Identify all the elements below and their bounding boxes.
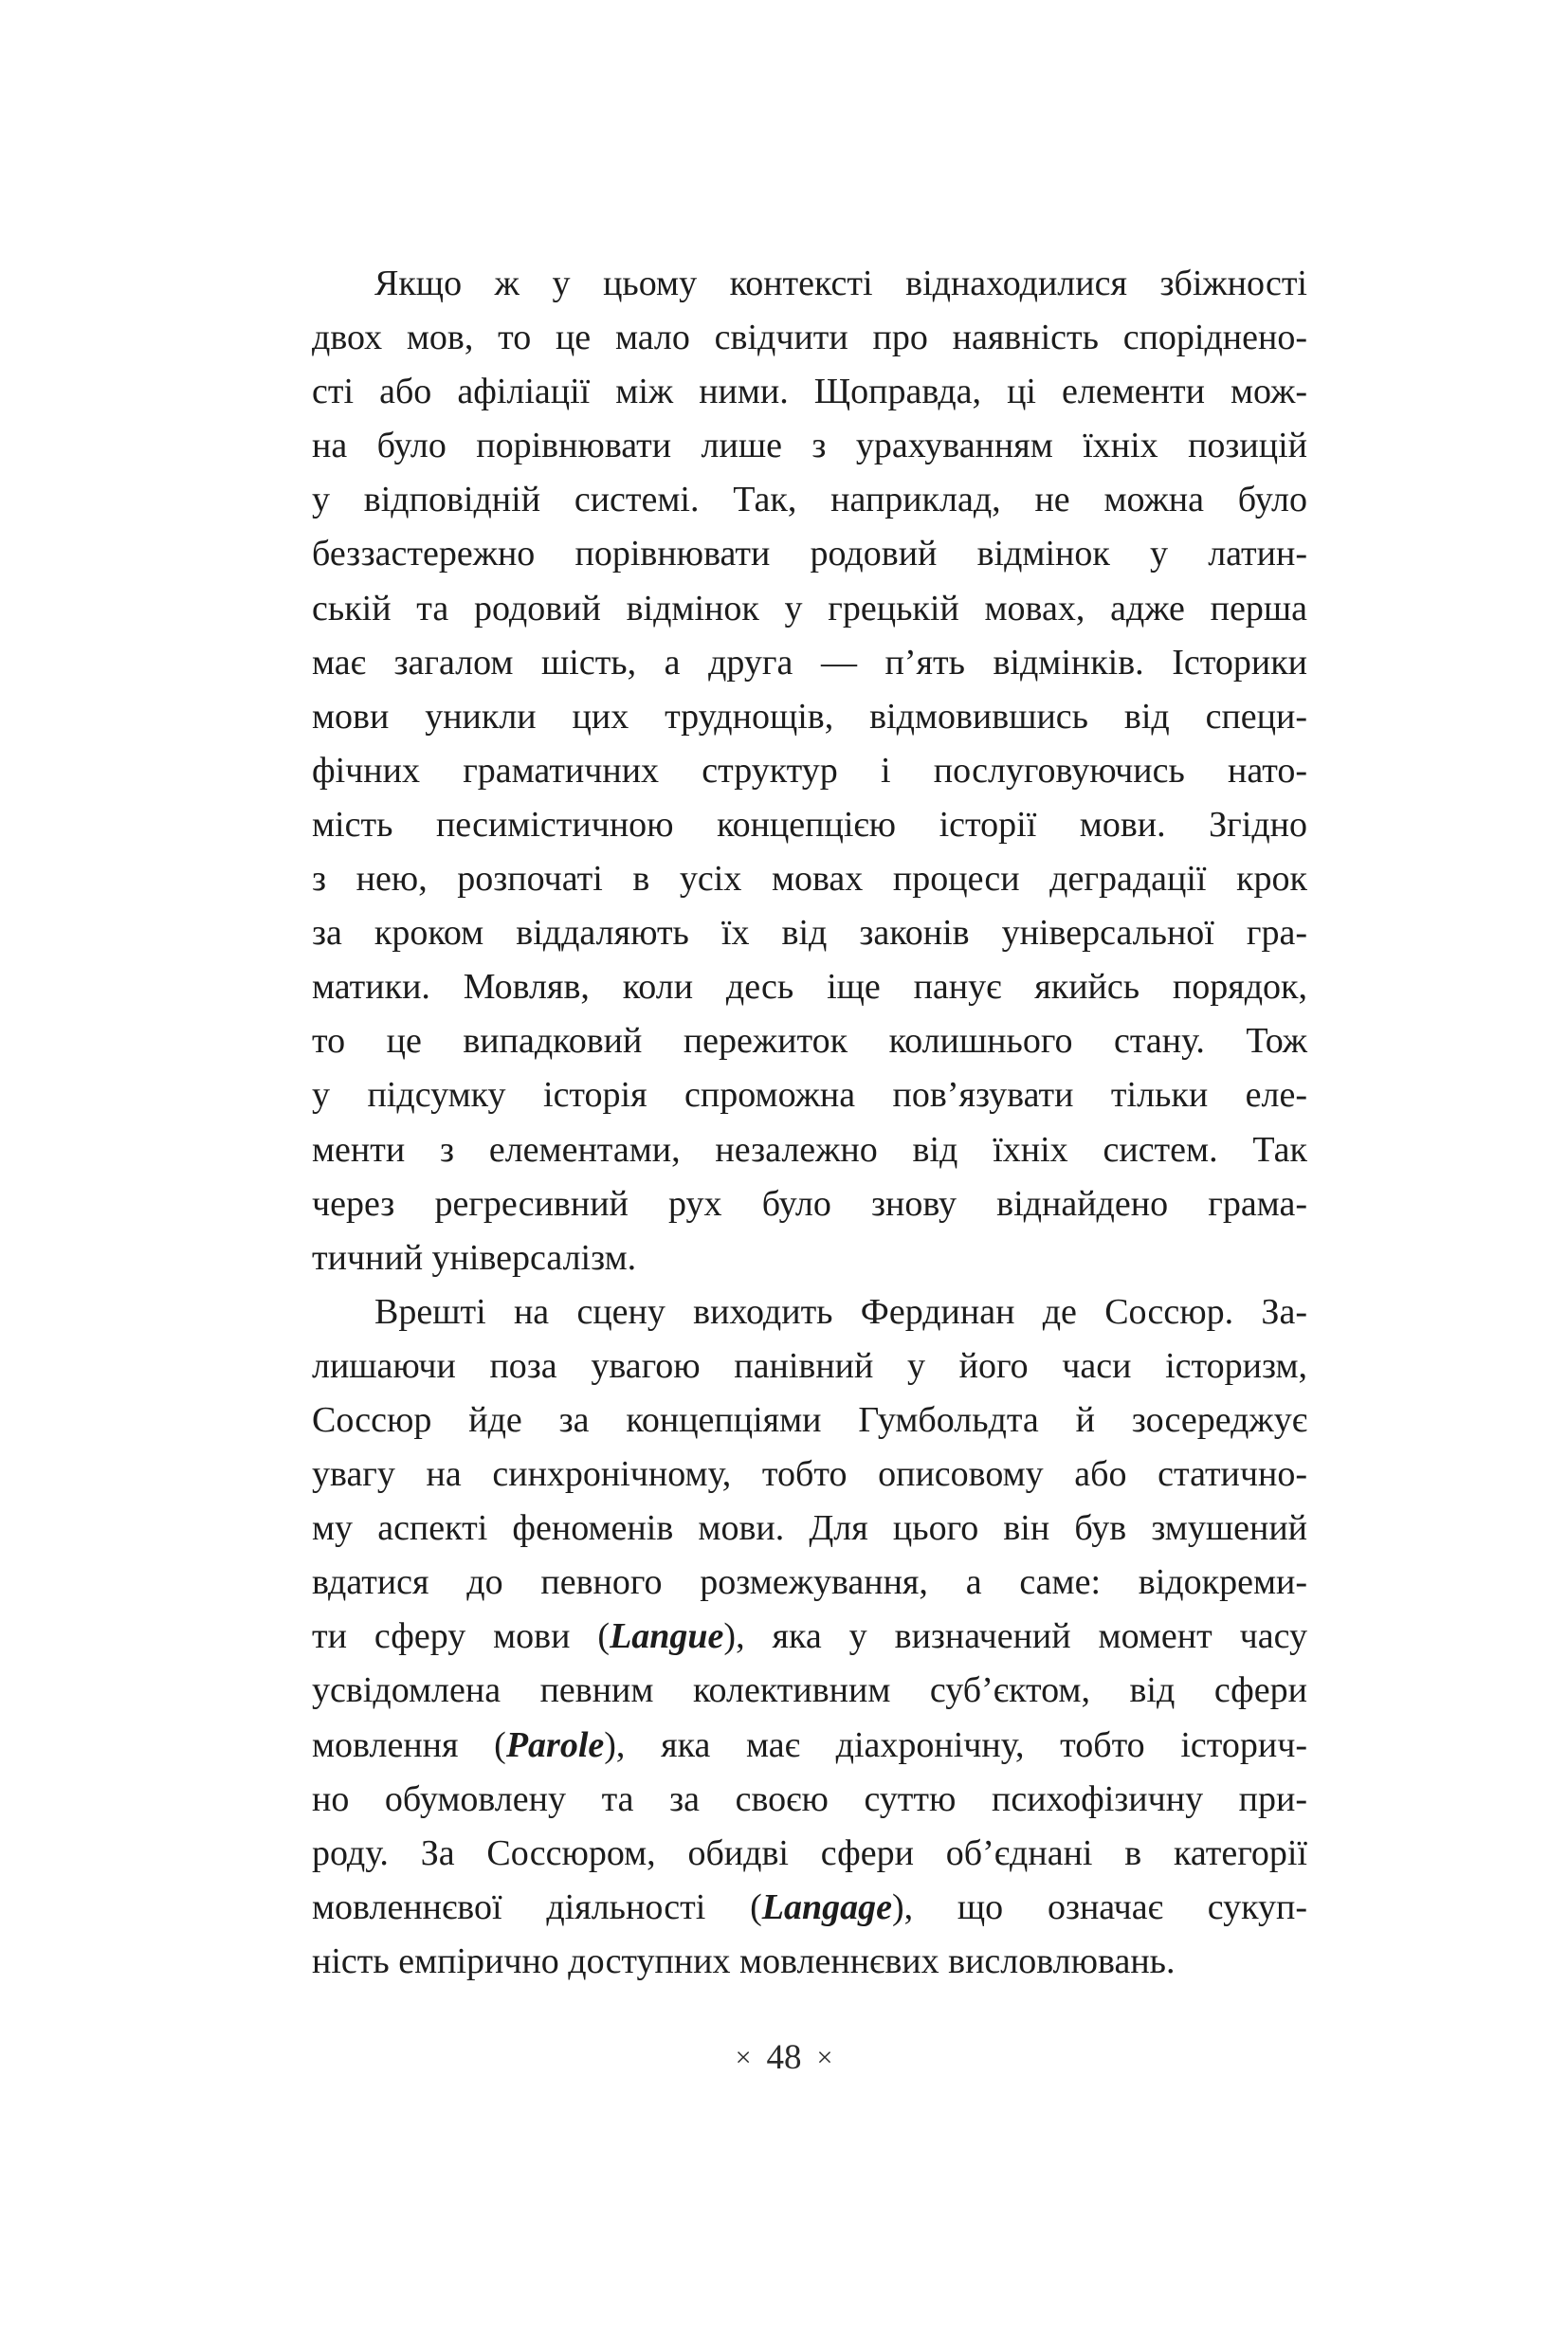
text-line: через регресивний рух було знову віднайдено грама- bbox=[312, 1183, 1307, 1224]
text-line: беззастережно порівнювати родовий відмінок у латин- bbox=[312, 534, 1307, 574]
text-line: вдатися до певного розмежування, а саме: відокреми- bbox=[312, 1562, 1307, 1603]
text-line: му аспекті феноменів мови. Для цього він був змушений bbox=[312, 1508, 1307, 1549]
body-text bbox=[312, 257, 1307, 1989]
text-line: роду. За Соссюром, обидві сфери об’єднані в категорії bbox=[312, 1832, 1307, 1873]
text-line: мість песимістичною концепцією історії мови. Згідно bbox=[312, 804, 1307, 845]
text-line bbox=[312, 1610, 1307, 1664]
text-line: тичний універсалізм. bbox=[312, 1237, 637, 1278]
term-parole: Parole bbox=[505, 1724, 605, 1765]
text-line: сті або афіліації між ними. Щоправда, ці елементи мож- bbox=[312, 372, 1307, 412]
text-line: то це випадковий пережиток колишнього стану. Тож bbox=[312, 1021, 1307, 1062]
text-line bbox=[312, 1719, 1307, 1773]
text-line: Якщо ж у цьому контексті віднаходилися збіжності bbox=[374, 264, 1307, 303]
paragraph-1 bbox=[312, 257, 1307, 1285]
text-line: у підсумку історія спроможна пов’язувати тільки еле- bbox=[312, 1075, 1307, 1116]
text-segment: мовлення ( bbox=[312, 1724, 506, 1765]
page-footer bbox=[0, 2034, 1568, 2082]
text-segment: ), яка у визначений момент часу bbox=[723, 1616, 1307, 1657]
ornament-left-icon: × bbox=[735, 2042, 752, 2073]
text-line: менти з елементами, незалежно від їхніх систем. Так bbox=[312, 1129, 1307, 1170]
text-line: но обумовлену та за своєю суттю психофізичну при- bbox=[312, 1778, 1307, 1819]
text-line: за кроком віддаляють їх від законів універсальної гра- bbox=[312, 913, 1307, 954]
text-line: фічних граматичних структур і послуговуючись нато- bbox=[312, 750, 1307, 791]
text-line: має загалом шість, а друга — п’ять відмінків. Історики bbox=[312, 642, 1307, 683]
text-segment: мовленнєвої діяльності ( bbox=[312, 1886, 762, 1927]
text-line: двох мов, то це мало свідчити про наявність споріднено- bbox=[312, 318, 1307, 358]
text-line: увагу на синхронічному, тобто описовому або статично- bbox=[312, 1454, 1307, 1495]
term-langage: Langage bbox=[761, 1886, 892, 1927]
text-line: мови уникли цих труднощів, відмовившись від специ- bbox=[312, 696, 1307, 737]
term-langue: Langue bbox=[610, 1616, 724, 1657]
text-line: на було порівнювати лише з урахуванням їхніх позицій bbox=[312, 426, 1307, 466]
text-line: ність емпірично доступних мовленнєвих висловлювань. bbox=[312, 1940, 1176, 1981]
text-line: у відповідній системі. Так, наприклад, не можна було bbox=[312, 480, 1307, 520]
text-line: матики. Мовляв, коли десь іще панує якийсь порядок, bbox=[312, 967, 1307, 1008]
text-line: усвідомлена певним колективним суб’єктом, від сфери bbox=[312, 1670, 1307, 1711]
text-line: з нею, розпочаті в усіх мовах процеси деградації крок bbox=[312, 859, 1307, 900]
page-number: 48 bbox=[766, 2038, 802, 2077]
text-line: Соссюр йде за концепціями Гумбольдта й зосереджує bbox=[312, 1399, 1307, 1440]
paragraph-2 bbox=[312, 1285, 1307, 1989]
text-segment: ), що означає сукуп- bbox=[891, 1886, 1307, 1927]
text-line: ській та родовий відмінок у грецькій мовах, адже перша bbox=[312, 588, 1307, 628]
text-segment: ти сферу мови ( bbox=[312, 1616, 611, 1657]
text-line: лишаючи поза увагою панівний у його часи історизм, bbox=[312, 1345, 1307, 1386]
text-line: Врешті на сцену виходить Фердинан де Соссюр. За- bbox=[374, 1291, 1307, 1332]
text-segment: ), яка має діахронічну, тобто історич- bbox=[604, 1724, 1307, 1765]
text-line bbox=[312, 1881, 1307, 1935]
ornament-right-icon: × bbox=[816, 2042, 833, 2073]
